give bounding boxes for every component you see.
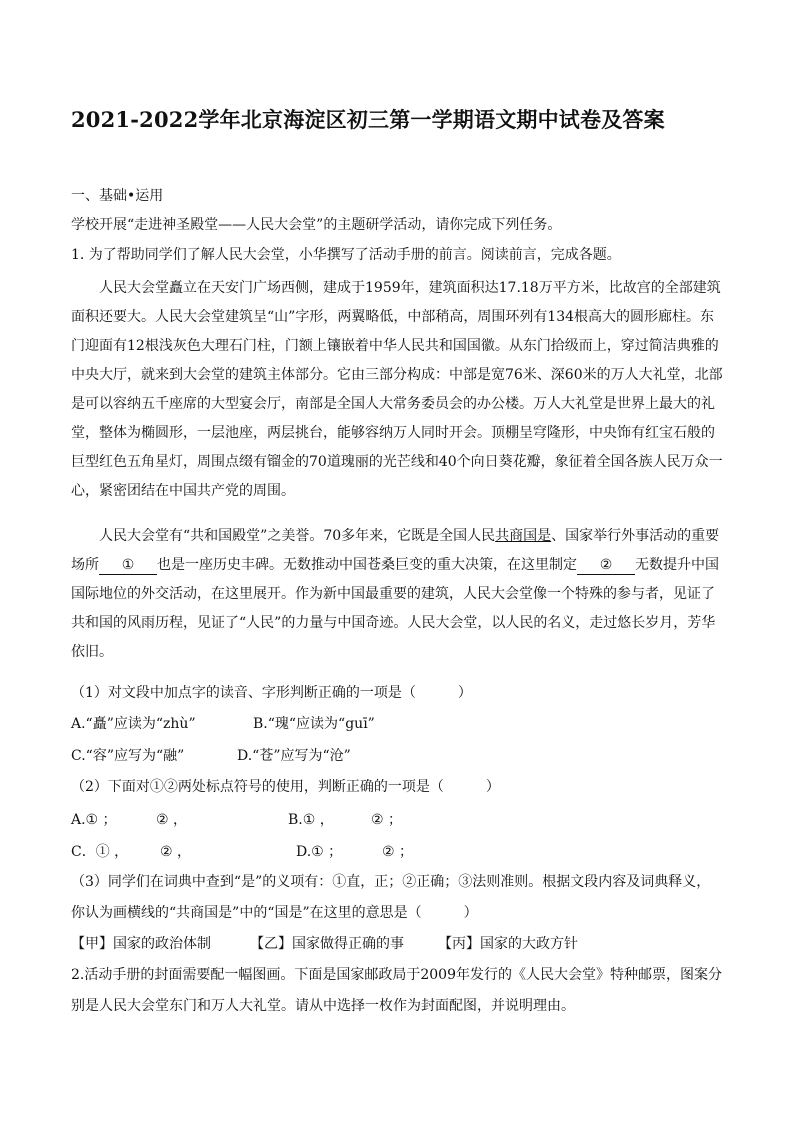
para2-part-b: 、国家举行外事活动的重要场所	[71, 528, 720, 573]
question-1-stem: 1. 为了帮助同学们了解人民大会堂，小华撰写了活动手册的前言。阅读前言，完成各题。	[71, 247, 621, 263]
sub3-option-jia: 【甲】国家的政治体制	[71, 936, 211, 952]
sub2-option-d-1: D.① ；	[296, 844, 343, 860]
passage-paragraph-2-text	[71, 522, 723, 667]
sub2-option-c-1: C．① ，	[71, 844, 129, 860]
sub2-option-c-2: ② ，	[160, 844, 192, 860]
passage-paragraph-2	[71, 522, 723, 667]
para2-part-d: 无数提升中国国际地位的外交活动，在这里展开。作为新中国最重要的建筑，人民大会堂像一个特殊的参与者，见证了共和国的风雨历程，见证了“人民”的力量与中国奇迹。人民大会堂，以人民的名义，走过悠长岁月，芳华依旧。	[71, 557, 719, 660]
passage-paragraph-1-text: 人民大会堂矗立在天安门广场西侧，建成于1959年，建筑面积达17.18万平方米，比故宫的全部建筑面积还要大。人民大会堂建筑呈“山”字形，两翼略低，中部稍高，周围环列有134根高大的圆形廊柱。东门迎面有12根浅灰色大理石门柱，门额上镶嵌着中华人民共和国国徽。从东门拾级而上，穿过简洁典雅的中央大厅，就来到大会堂的建筑主体部分。它由三部分构成：中部是宽76米、深60米的万人大礼堂，北部是可以容纳五千座席的大型宴会厅，南部是全国人大常务委员会的办公楼。万人大礼堂是世界上最大的礼堂，整体为椭圆形，一层池座，两层挑台，能够容纳万人同时开会。顶棚呈穹隆形，中央饰有红宝石般的巨型红色五角星灯，周围点缀有镏金的70道瑰丽的光芒线和40个向日葵花瓣，象征着全国各族人民万众一心，紧密团结在中国共产党的周围。	[71, 280, 723, 499]
sub-question-3-line-2: 你认为画横线的“共商国是”中的“国是”在这里的意思是（ ）	[71, 905, 478, 921]
sub1-option-a: A.“矗”应读为“zhù”	[71, 716, 196, 732]
sub-question-1: （1）对文段中加点字的读音、字形判断正确的一项是（ ）	[71, 685, 472, 701]
question-2-line-1: 2.活动手册的封面需要配一幅图画。下面是国家邮政局于2009年发行的《人民大会堂》特种邮票，图案分	[71, 967, 722, 983]
passage-paragraph-1	[71, 274, 723, 506]
section-heading: 一、基础•运用	[71, 188, 164, 204]
para2-part-c: 也是一座历史丰碑。无数推动中国苍桑巨变的重大决策，在这里制定	[157, 557, 577, 573]
sub-question-3-line-1: （3）同学们在词典中查到“是”的义项有：①直，正；②正确；③法则准则。根据文段内容及词典释义，	[71, 874, 711, 890]
sub3-option-bing: 【丙】国家的大政方针	[438, 936, 578, 952]
sub1-option-b: B.“瑰“应读为“guī”	[253, 716, 375, 732]
blank-1: ①	[99, 556, 157, 575]
blank-2: ②	[577, 556, 635, 575]
sub2-option-b-2: ② ；	[371, 812, 403, 828]
sub1-option-c: C.“容”应写为“融”	[71, 748, 185, 764]
sub3-option-yi: 【乙】国家做得正确的事	[250, 936, 404, 952]
intro-text: 学校开展“走进神圣殿堂——人民大会堂”的主题研学活动，请你完成下列任务。	[71, 217, 562, 233]
underlined-phrase: 共商国是	[495, 528, 552, 544]
sub2-option-b-1: B.① ，	[288, 812, 334, 828]
para2-part-a: 人民大会堂有“共和国殿堂”之美誉。70多年来，它既是全国人民	[99, 528, 496, 544]
sub1-option-d: D.“苍”应写为“沧”	[237, 748, 351, 764]
question-2-line-2: 别是人民大会堂东门和万人大礼堂。请从中选择一枚作为封面配图，并说明理由。	[71, 998, 575, 1014]
sub2-option-a-1: A.① ；	[71, 812, 117, 828]
sub2-option-d-2: ② ；	[382, 844, 414, 860]
sub-question-2: （2）下面对①②两处标点符号的使用，判断正确的一项是（ ）	[71, 779, 500, 795]
sub2-option-a-2: ② ，	[156, 812, 188, 828]
page-title: 2021-2022学年北京海淀区初三第一学期语文期中试卷及答案	[71, 107, 665, 132]
